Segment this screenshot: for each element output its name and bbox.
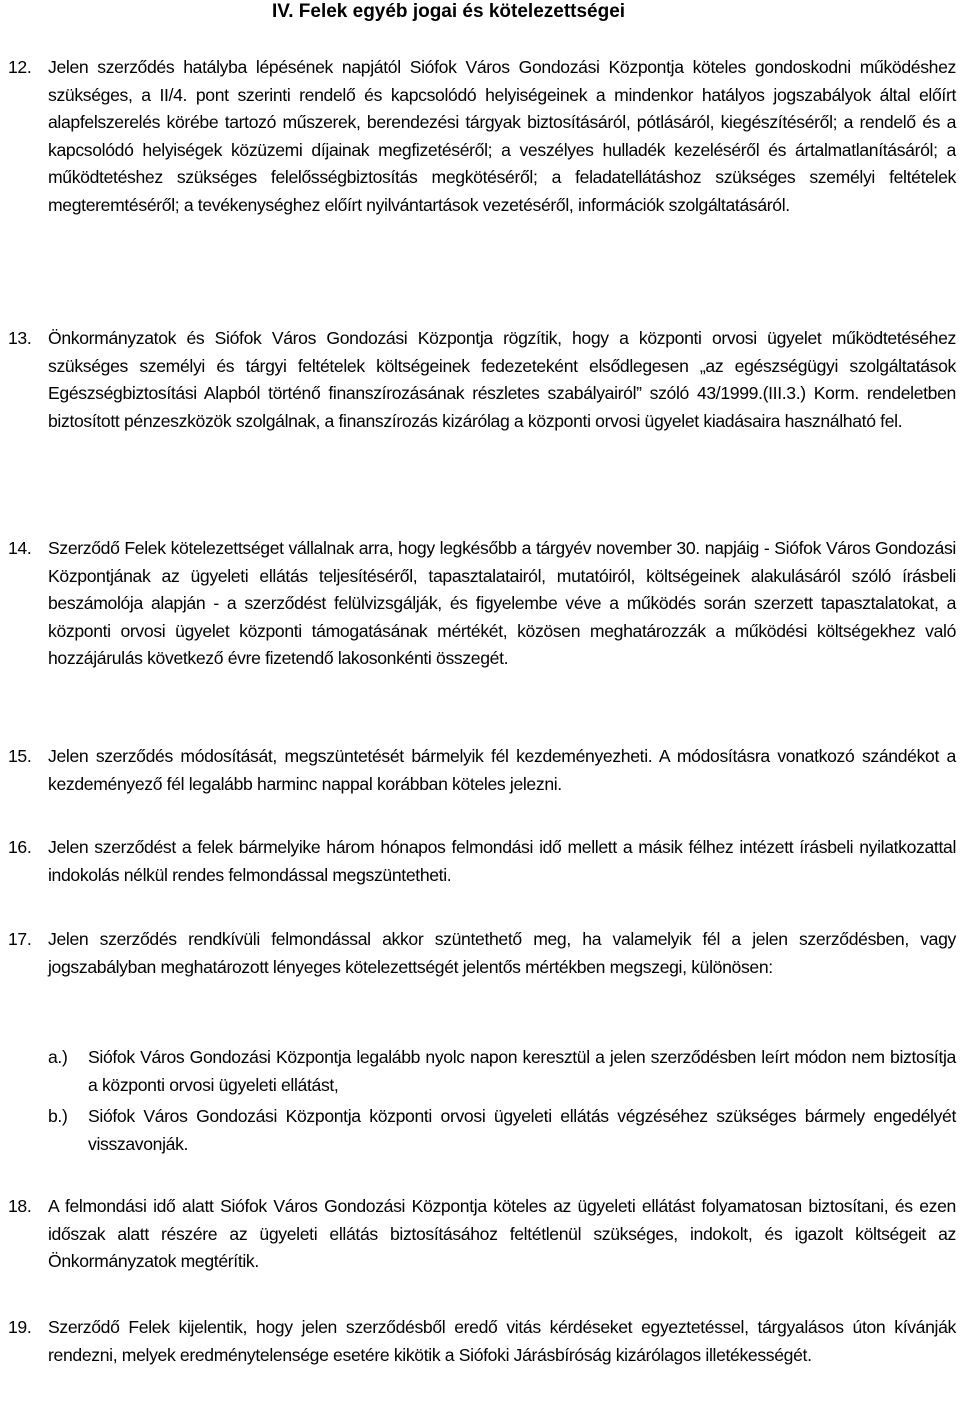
paragraph-number: 18. <box>8 1196 32 1216</box>
sub-item-a <box>0 1044 956 1099</box>
sub-item-text: Siófok Város Gondozási Központja legalább nyolc napon keresztül a jelen szerződésben leírt módon nem biztosítja a központi orvosi ügyeleti ellátást, <box>88 1047 956 1095</box>
paragraph-18 <box>0 1193 956 1276</box>
section-heading: IV. Felek egyéb jogai és kötelezettségei <box>272 1 626 22</box>
paragraph-14 <box>0 535 956 673</box>
paragraph-number: 13. <box>8 328 32 348</box>
paragraph-number: 15. <box>8 746 32 766</box>
paragraph-text: Szerződő Felek kijelentik, hogy jelen szerződésből eredő vitás kérdéseket egyeztetéssel, tárgyalásos úton kívánják rendezni, melyek eredménytelensége esetére kikötik a Siófoki Járásbíróság kizárólagos illetékességét. <box>48 1317 956 1365</box>
paragraph-text: Jelen szerződés hatályba lépésének napjától Siófok Város Gondozási Központja köteles gondoskodni működéshez szükséges, a II/4. pont szerinti rendelő és kapcsolódó helyiségeinek a mindenkor hatályos jogszabályok által előírt alapfelszerelés körébe tartozó műszerek, berendezési tárgyak biztosításáról, pótlásáról, kiegészítéséről; a rendelő és a kapcsolódó helyiségek közüzemi díjainak megfizetéséről; a veszélyes hulladék kezeléséről és ártalmatlanításáról; a működtetéshez szükséges felelősségbiztosítás megkötéséről; a feladatellátáshoz szükséges személyi feltételek megteremtéséről; a tevékenységhez előírt nyilvántartások vezetéséről, információk szolgáltatásáról. <box>48 57 956 215</box>
paragraph-number: 17. <box>8 929 32 949</box>
paragraph-text: Szerződő Felek kötelezettséget vállalnak arra, hogy legkésőbb a tárgyév november 30. napjáig - Siófok Város Gondozási Központjának az ügyeleti ellátás teljesítéséről, tapasztalatairól, mutatóiról, költségeinek alakulásáról szóló írásbeli beszámolója alapján - a szerződést felülvizsgálják, és figyelembe véve a működés során szerzett tapasztalatokat, a központi orvosi ügyelet központi támogatásának mértékét, közösen meghatározzák a működési költségekhez való hozzájárulás következő évre fizetendő lakosonkénti összegét. <box>48 538 956 669</box>
paragraph-text: A felmondási idő alatt Siófok Város Gondozási Központja köteles az ügyeleti ellátást folyamatosan biztosítani, és ezen időszak alatt részére az ügyeleti ellátás biztosításához feltétlenül szükséges, indokolt, és igazolt költségeit az Önkormányzatok megtérítik. <box>48 1196 956 1272</box>
paragraph-text: Önkormányzatok és Siófok Város Gondozási Központja rögzítik, hogy a központi orvosi ügyelet működtetéséhez szükséges személyi és tárgyi feltételek költségeinek fedezeteként elsődlegesen „az egészségügyi szolgáltatások Egészségbiztosítási Alapból történő finanszírozásának részletes szabályairól” szóló 43/1999.(III.3.) Korm. rendeletben biztosított pénzeszközök szolgálnak, a finanszírozás kizárólag a központi orvosi ügyelet kiadásaira használható fel. <box>48 328 956 431</box>
paragraph-text: Jelen szerződést a felek bármelyike három hónapos felmondási idő mellett a másik félhez intézett írásbeli nyilatkozattal indokolás nélkül rendes felmondással megszüntetheti. <box>48 837 956 885</box>
sub-item-b <box>0 1103 956 1158</box>
paragraph-17 <box>0 926 956 981</box>
paragraph-19 <box>0 1314 956 1369</box>
paragraph-15 <box>0 743 956 798</box>
paragraph-number: 14. <box>8 538 32 558</box>
paragraph-text: Jelen szerződés rendkívüli felmondással akkor szüntethető meg, ha valamelyik fél a jelen szerződésben, vagy jogszabályban meghatározott lényeges kötelezettségét jelentős mértékben megszegi, különösen: <box>48 929 956 977</box>
paragraph-number: 19. <box>8 1317 32 1337</box>
paragraph-number: 16. <box>8 837 32 857</box>
paragraph-12 <box>0 54 956 220</box>
sub-item-label: a.) <box>48 1047 68 1067</box>
sub-item-label: b.) <box>48 1106 68 1126</box>
paragraph-text: Jelen szerződés módosítását, megszüntetését bármelyik fél kezdeményezheti. A módosításra vonatkozó szándékot a kezdeményező fél legalább harminc nappal korábban köteles jelezni. <box>48 746 956 794</box>
paragraph-16 <box>0 834 956 889</box>
sub-item-text: Siófok Város Gondozási Központja központi orvosi ügyeleti ellátás végzéséhez szükséges bármely engedélyét visszavonják. <box>88 1106 956 1154</box>
paragraph-number: 12. <box>8 57 32 77</box>
paragraph-13 <box>0 325 956 435</box>
